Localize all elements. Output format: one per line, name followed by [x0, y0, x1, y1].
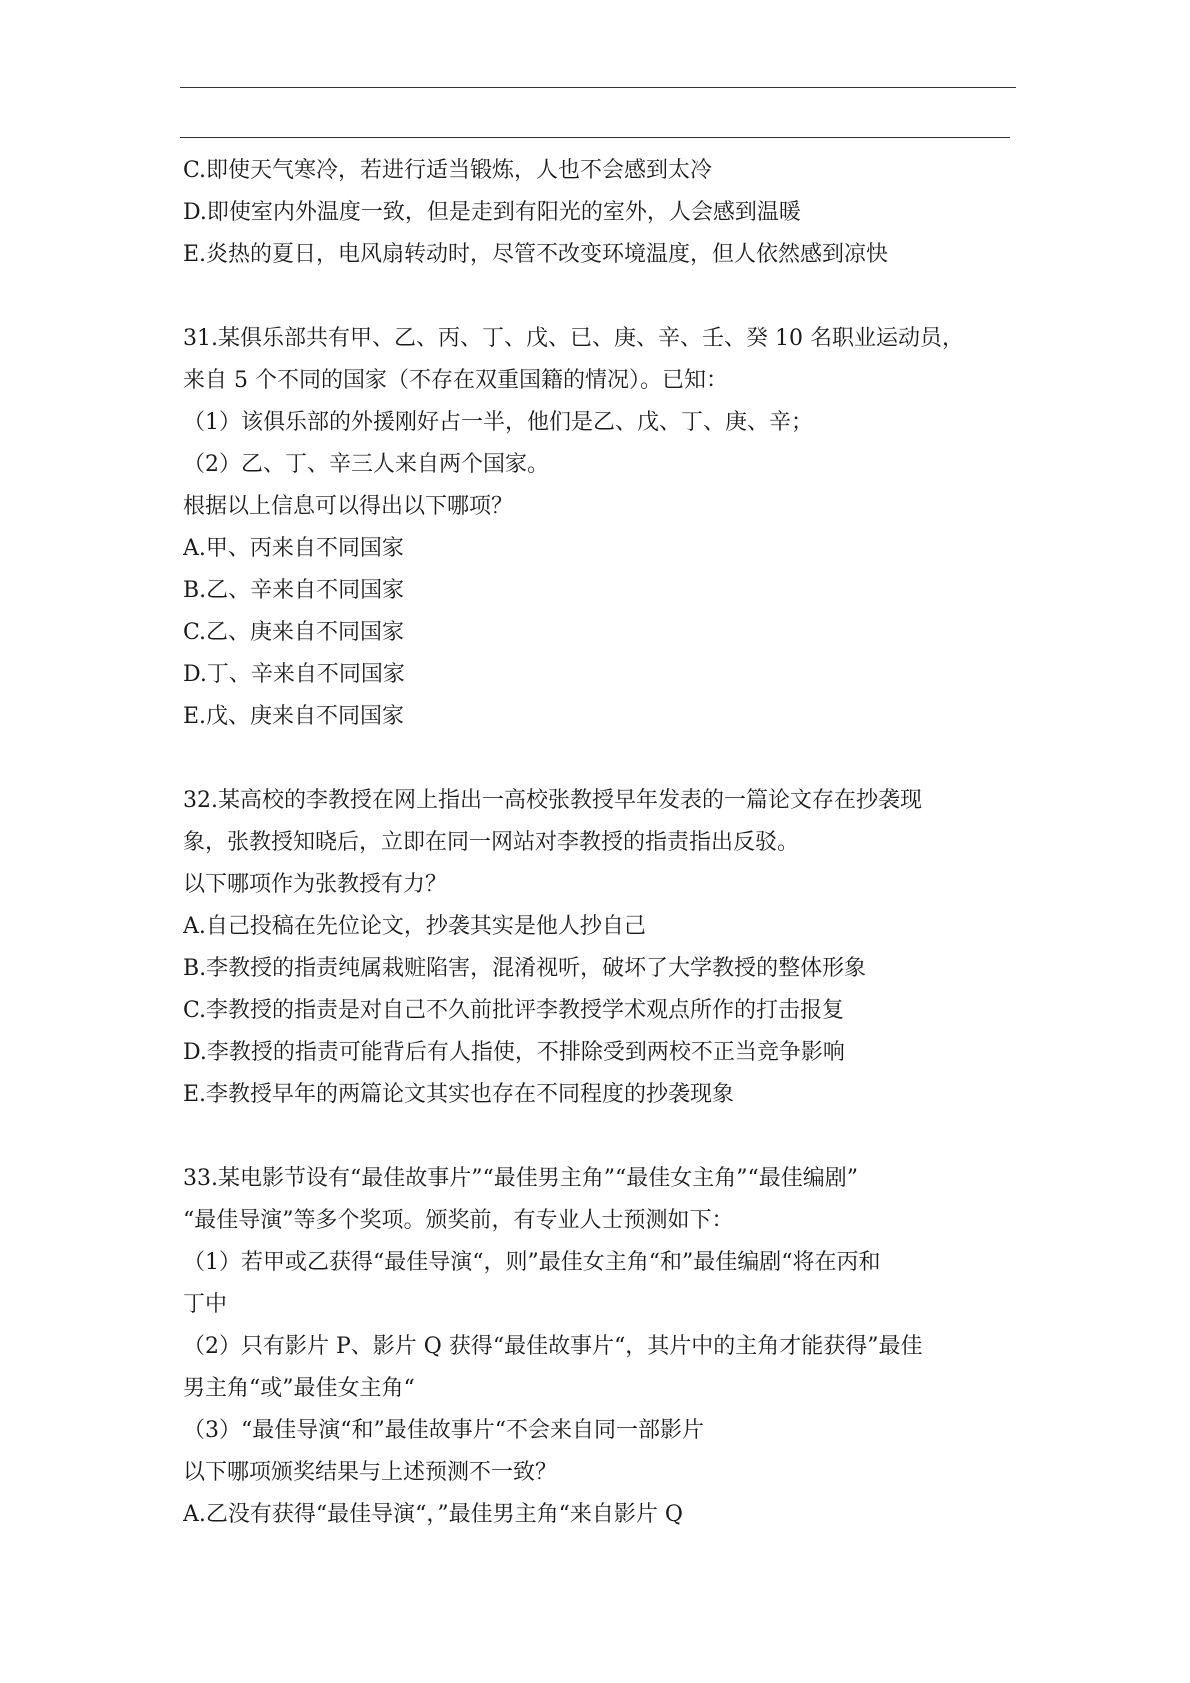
paragraph-gap: [183, 1116, 1023, 1158]
option-line: E.李教授早年的两篇论文其实也存在不同程度的抄袭现象: [183, 1082, 735, 1107]
option-line: C.乙、庚来自不同国家: [183, 620, 405, 645]
question-line: 象，张教授知晓后，立即在同一网站对李教授的指责指出反驳。: [183, 830, 800, 855]
option-line: A.甲、丙来自不同国家: [183, 536, 404, 561]
question-line: （1）若甲或乙获得“最佳导演“，则”最佳女主角“和”最佳编剧“将在丙和: [183, 1250, 881, 1275]
option-line: D.丁、辛来自不同国家: [183, 662, 405, 687]
option-line: B.李教授的指责纯属栽赃陷害，混淆视听，破坏了大学教授的整体形象: [183, 956, 867, 981]
option-line: A.乙没有获得“最佳导演“，”最佳男主角“来自影片 Q: [183, 1502, 683, 1527]
question-line: 来自 5 个不同的国家（不存在双重国籍的情况）。已知：: [183, 368, 728, 393]
option-line: B.乙、辛来自不同国家: [183, 578, 405, 603]
question-line: 男主角“或”最佳女主角“: [183, 1376, 415, 1401]
question-line: 根据以上信息可以得出以下哪项？: [183, 494, 514, 519]
question-line: （2）只有影片 P、影片 Q 获得“最佳故事片“，其片中的主角才能获得”最佳: [183, 1334, 923, 1359]
header-rule-top: [180, 87, 1016, 88]
question-33: [183, 1158, 1023, 1536]
question-line: （2）乙、丁、辛三人来自两个国家。: [183, 452, 549, 477]
paragraph-gap: [183, 738, 1023, 780]
question-32: [183, 780, 1023, 1116]
question-line: “最佳导演”等多个奖项。颁奖前，有专业人士预测如下：: [183, 1208, 734, 1233]
question-line: 33.某电影节设有“最佳故事片”“最佳男主角”“最佳女主角”“最佳编剧”: [183, 1166, 858, 1191]
option-line: C.李教授的指责是对自己不久前批评李教授学术观点所作的打击报复: [183, 998, 845, 1023]
option-line: D.即使室内外温度一致，但是走到有阳光的室外，人会感到温暖: [183, 200, 801, 225]
option-line: E.戊、庚来自不同国家: [183, 704, 405, 729]
header-rule-second: [180, 137, 1010, 138]
option-line: A.自己投稿在先位论文，抄袭其实是他人抄自己: [183, 914, 646, 939]
option-line: E.炎热的夏日，电风扇转动时，尽管不改变环境温度，但人依然感到凉快: [183, 242, 889, 267]
question-line: 以下哪项作为张教授有力？: [183, 872, 448, 897]
question-31: [183, 318, 1023, 738]
question-line: 31.某俱乐部共有甲、乙、丙、丁、戊、已、庚、辛、壬、癸 10 名职业运动员，: [183, 326, 964, 351]
question-line: 以下哪项颁奖结果与上述预测不一致？: [183, 1460, 558, 1485]
question-line: （3）“最佳导演“和”最佳故事片“不会来自同一部影片: [183, 1418, 704, 1443]
option-line: C.即使天气寒冷，若进行适当锻炼，人也不会感到太冷: [183, 158, 713, 183]
question-line: （1）该俱乐部的外援刚好占一半，他们是乙、戊、丁、庚、辛；: [183, 410, 813, 435]
document-body: [183, 150, 1023, 1536]
question-line: 丁中: [183, 1292, 228, 1317]
continued-options: [183, 150, 1023, 276]
option-line: D.李教授的指责可能背后有人指使，不排除受到两校不正当竞争影响: [183, 1040, 845, 1065]
question-line: 32.某高校的李教授在网上指出一高校张教授早年发表的一篇论文存在抄袭现: [183, 788, 922, 813]
paragraph-gap: [183, 276, 1023, 318]
